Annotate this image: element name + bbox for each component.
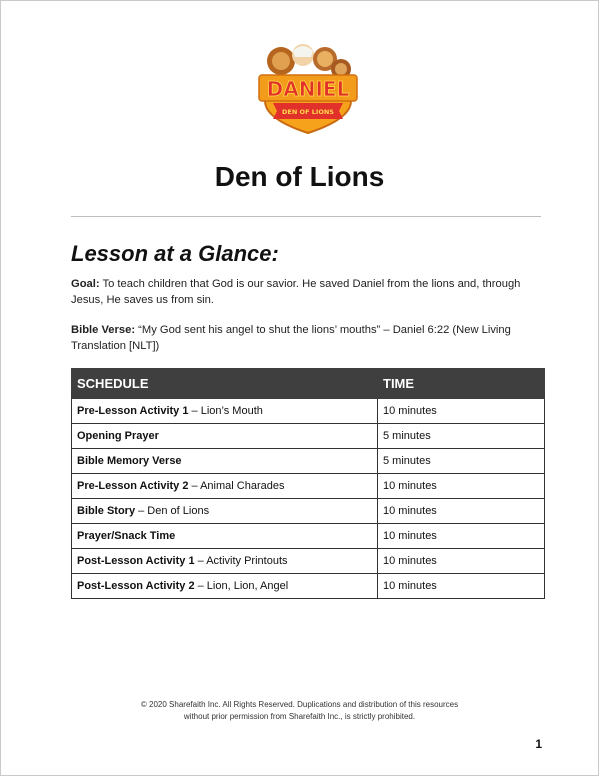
goal-text: To teach children that God is our savior. He saved Daniel from the lions and, through Jesus, He saves us from sin. — [71, 278, 521, 306]
footer-line-1: © 2020 Sharefaith Inc. All Rights Reserved. Duplications and distribution of this resources — [140, 700, 459, 709]
activity-name: Post-Lesson Activity 1 — [77, 555, 195, 567]
page-number: 1 — [535, 737, 542, 751]
schedule-cell — [72, 574, 378, 599]
table-header-row — [72, 369, 545, 399]
time-cell: 10 minutes — [378, 549, 545, 574]
activity-name: Bible Memory Verse — [77, 455, 182, 467]
bible-verse-text: “My God sent his angel to shut the lions’ mouths” – Daniel 6:22 (New Living Translation [NLT]) — [71, 324, 511, 352]
activity-name: Prayer/Snack Time — [77, 530, 176, 542]
logo-title: DANIEL — [266, 77, 350, 101]
activity-detail: – Activity Printouts — [194, 555, 288, 567]
daniel-den-of-lions-logo — [251, 39, 365, 135]
copyright-footer — [1, 699, 598, 723]
schedule-cell — [72, 474, 378, 499]
activity-detail: – Lion, Lion, Angel — [194, 580, 289, 592]
table-row — [72, 449, 545, 474]
time-cell: 10 minutes — [378, 574, 545, 599]
table-row — [72, 549, 545, 574]
footer-line-2: without prior permission from Sharefaith Inc., is strictly prohibited. — [183, 712, 416, 721]
table-row — [72, 474, 545, 499]
table-row — [72, 574, 545, 599]
schedule-cell — [72, 424, 378, 449]
schedule-cell — [72, 549, 378, 574]
page-title: Den of Lions — [214, 161, 385, 192]
schedule-table — [71, 368, 545, 599]
time-cell: 5 minutes — [378, 449, 545, 474]
time-cell: 5 minutes — [378, 424, 545, 449]
divider — [71, 216, 541, 217]
goal-label: Goal: — [71, 278, 100, 290]
section-heading: Lesson at a Glance: — [71, 241, 279, 266]
time-cell: 10 minutes — [378, 474, 545, 499]
logo-subtitle: DEN OF LIONS — [282, 108, 334, 116]
time-cell: 10 minutes — [378, 499, 545, 524]
activity-detail: – Den of Lions — [135, 505, 210, 517]
schedule-header: SCHEDULE — [72, 369, 378, 399]
activity-name: Bible Story — [77, 505, 136, 517]
time-cell: 10 minutes — [378, 399, 545, 424]
activity-detail: – Animal Charades — [188, 480, 285, 492]
activity-name: Pre-Lesson Activity 1 — [77, 405, 189, 417]
schedule-cell — [72, 399, 378, 424]
activity-name: Opening Prayer — [77, 430, 159, 442]
schedule-cell — [72, 499, 378, 524]
schedule-cell — [72, 449, 378, 474]
activity-name: Post-Lesson Activity 2 — [77, 580, 195, 592]
time-cell: 10 minutes — [378, 524, 545, 549]
table-row — [72, 399, 545, 424]
table-row — [72, 424, 545, 449]
table-row — [72, 524, 545, 549]
activity-name: Pre-Lesson Activity 2 — [77, 480, 189, 492]
table-row — [72, 499, 545, 524]
goal-paragraph — [71, 276, 549, 308]
schedule-cell — [72, 524, 378, 549]
time-header: TIME — [378, 369, 545, 399]
bible-verse-label: Bible Verse: — [71, 324, 136, 336]
bible-verse-paragraph — [71, 322, 549, 354]
activity-detail: – Lion’s Mouth — [188, 405, 263, 417]
